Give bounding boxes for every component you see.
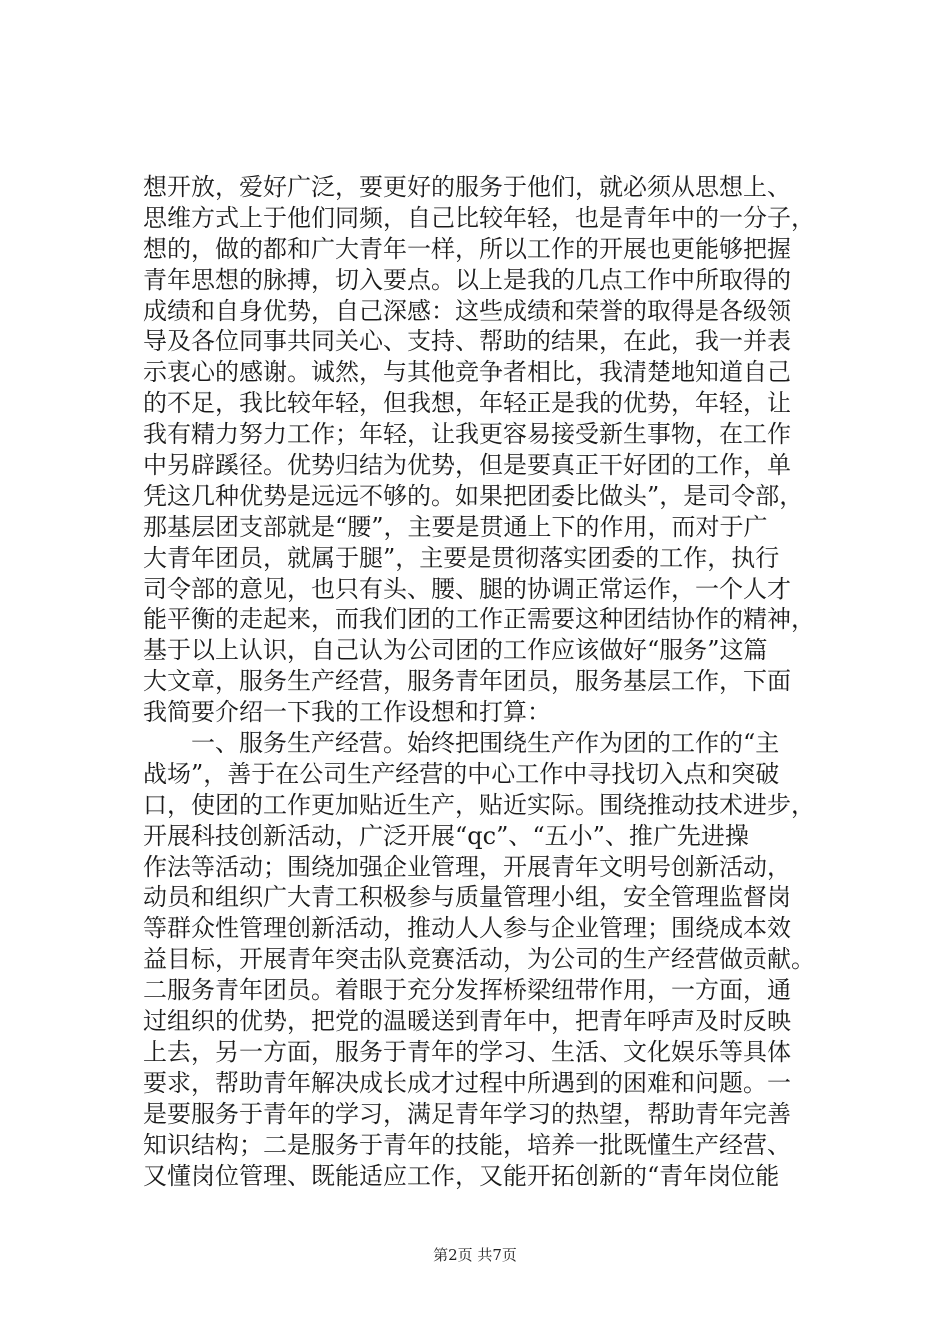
text-line: 凭这几种优势是远远不够的。如果把团委比做头”，是司令部， [143,481,804,510]
text-line: 中另辟蹊径。优势归结为优势，但是要真正干好团的工作，单 [143,451,791,480]
text-line: 想的，做的都和广大青年一样，所以工作的开展也更能够把握 [143,234,791,263]
text-line: 示衷心的感谢。诚然，与其他竞争者相比，我清楚地知道自己 [143,358,791,387]
text-line: 战场”，善于在公司生产经营的中心工作中寻找切入点和突破 [143,759,780,788]
text-line: 导及各位同事共同关心、支持、帮助的结果，在此，我一并表 [143,327,791,356]
document-body [143,172,843,1191]
text-line: 能平衡的走起来，而我们团的工作正需要这种团结协作的精神， [143,605,815,634]
paragraph-start-line: 一、服务生产经营。始终把围绕生产作为团的工作的“主 [191,729,780,758]
text-line: 益目标，开展青年突击队竞赛活动，为公司的生产经营做贡献。 [143,945,815,974]
text-line: 作法等活动；围绕加强企业管理，开展青年文明号创新活动， [143,852,791,881]
text-line: 二服务青年团员。着眼于充分发挥桥梁纽带作用，一方面，通 [143,976,791,1005]
text-line: 等群众性管理创新活动，推动人人参与企业管理；围绕成本效 [143,914,791,943]
text-line: 要求，帮助青年解决成长成才过程中所遇到的困难和问题。一 [143,1068,791,1097]
text-line: 开展科技创新活动，广泛开展“qc”、“五小”、推广先进操 [143,821,749,850]
page-number-footer: 第2页 共7页 [433,1246,517,1264]
text-line: 大文章，服务生产经营，服务青年团员，服务基层工作，下面 [143,667,791,696]
text-line: 动员和组织广大青工积极参与质量管理小组，安全管理监督岗 [143,883,791,912]
text-line: 青年思想的脉搏，切入要点。以上是我的几点工作中所取得的 [143,265,791,294]
text-line: 知识结构；二是服务于青年的技能，培养一批既懂生产经营、 [143,1130,791,1159]
text-line: 又懂岗位管理、既能适应工作，又能开拓创新的“青年岗位能 [143,1161,780,1190]
text-line: 我有精力努力工作；年轻，让我更容易接受新生事物，在工作 [143,420,791,449]
text-line: 成绩和自身优势，自己深感：这些成绩和荣誉的取得是各级领 [143,296,791,325]
text-line: 大青年团员，就属于腿”，主要是贯彻落实团委的工作，执行 [143,543,780,572]
text-line: 思维方式上于他们同频，自己比较年轻，也是青年中的一分子， [143,203,815,232]
text-line: 想开放，爱好广泛，要更好的服务于他们，就必须从思想上、 [143,173,791,201]
text-line: 过组织的优势，把党的温暖送到青年中，把青年呼声及时反映 [143,1007,791,1036]
text-line: 是要服务于青年的学习，满足青年学习的热望，帮助青年完善 [143,1099,791,1128]
text-line: 的不足，我比较年轻，但我想，年轻正是我的优势，年轻，让 [143,389,791,418]
text-line: 我简要介绍一下我的工作设想和打算： [143,698,551,727]
text-line: 那基层团支部就是“腰”，主要是贯通上下的作用，而对于广 [143,512,768,541]
text-line: 上去，另一方面，服务于青年的学习、生活、文化娱乐等具体 [143,1037,791,1066]
text-line: 司令部的意见，也只有头、腰、腿的协调正常运作，一个人才 [143,574,791,603]
text-line: 口，使团的工作更加贴近生产，贴近实际。围绕推动技术进步， [143,790,815,819]
text-line: 基于以上认识，自己认为公司团的工作应该做好“服务”这篇 [143,636,768,665]
